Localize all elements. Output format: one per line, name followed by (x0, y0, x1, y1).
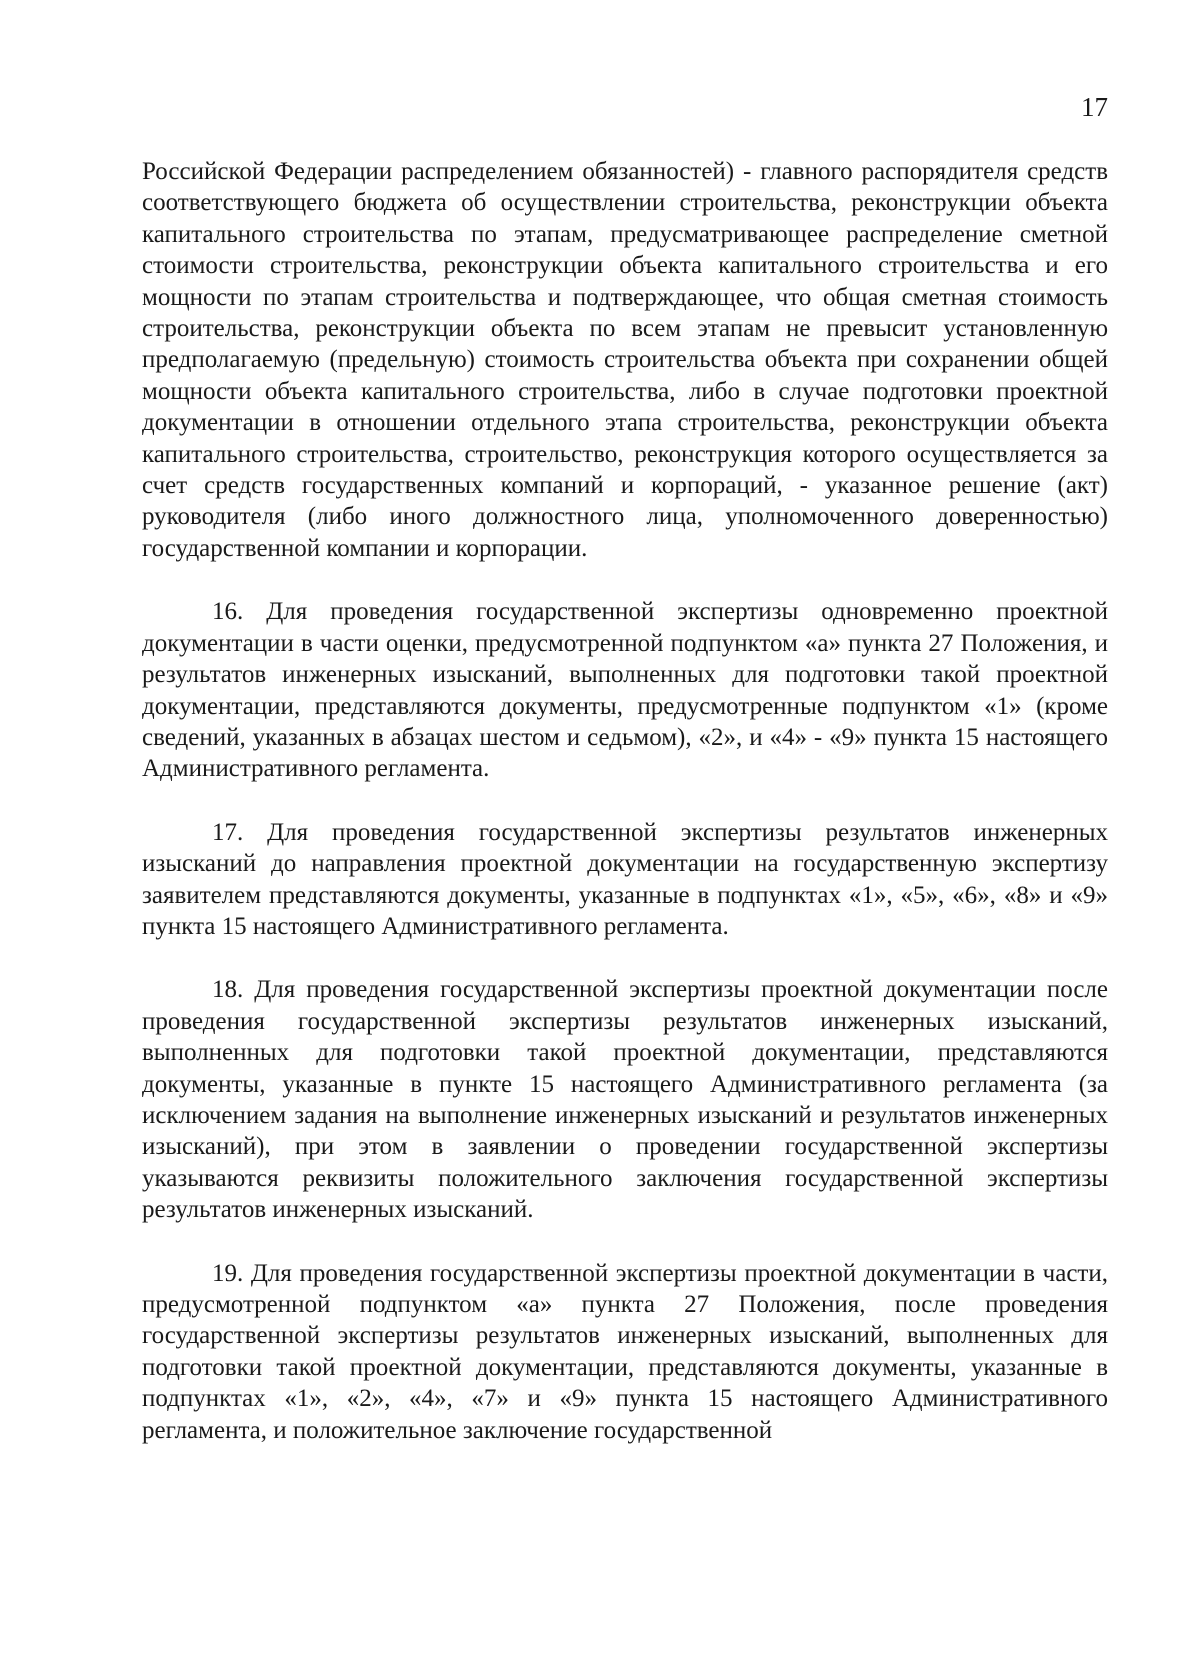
paragraph-18: 18. Для проведения государственной экспертизы проектной документации после проведения государственной экспертизы результатов инженерных изысканий, выполненных для подготовки такой проектной документации, представляются документы, указанные в пункте 15 настоящего Административного регламента (за исключением задания на выполнение инженерных изысканий и результатов инженерных изысканий), при этом в заявлении о проведении государственной экспертизы указываются реквизиты положительного заключения государственной экспертизы результатов инженерных изысканий. (142, 976, 1108, 1224)
paragraph-gap (142, 564, 1108, 596)
paragraph-gap (142, 1226, 1108, 1258)
paragraph-gap (142, 942, 1108, 974)
paragraph-19: 19. Для проведения государственной экспертизы проектной документации в части, предусмотренной подпунктом «а» пункта 27 Положения, после проведения государственной экспертизы результатов инженерных изысканий, выполненных для подготовки такой проектной документации, представляются документы, указанные в подпунктах «1», «2», «4», «7» и «9» пункта 15 настоящего Административного регламента, и положительное заключение государственной (142, 1259, 1108, 1444)
paragraph-16: 16. Для проведения государственной экспертизы одновременно проектной документации в части оценки, предусмотренной подпунктом «а» пункта 27 Положения, и результатов инженерных изысканий, выполненных для подготовки такой проектной документации, представляются документы, предусмотренные подпунктом «1» (кроме сведений, указанных в абзацах шестом и седьмом), «2», и «4» - «9» пункта 15 настоящего Административного регламента. (142, 598, 1108, 783)
document-body (142, 156, 1108, 1446)
paragraph-gap (142, 785, 1108, 817)
paragraph-17: 17. Для проведения государственной экспертизы результатов инженерных изысканий до направления проектной документации на государственную экспертизу заявителем представляются документы, указанные в подпунктах «1», «5», «6», «8» и «9» пункта 15 настоящего Административного регламента. (142, 818, 1108, 940)
paragraph-continuation: Российской Федерации распределением обязанностей) - главного распорядителя средств соответствующего бюджета об осуществлении строительства, реконструкции объекта капитального строительства по этапам, предусматривающее распределение сметной стоимости строительства, реконструкции объекта капитального строительства и его мощности по этапам строительства и подтверждающее, что общая сметная стоимость строительства, реконструкции объекта по всем этапам не превысит установленную предполагаемую (предельную) стоимость строительства объекта при сохранении общей мощности объекта капитального строительства, либо в случае подготовки проектной документации в отношении отдельного этапа строительства, реконструкции объекта капитального строительства, строительство, реконструкция которого осуществляется за счет средств государственных компаний и корпораций, - указанное решение (акт) руководителя (либо иного должностного лица, уполномоченного доверенностью) государственной компании и корпорации. (142, 158, 1108, 562)
page-number: 17 (1081, 92, 1108, 122)
